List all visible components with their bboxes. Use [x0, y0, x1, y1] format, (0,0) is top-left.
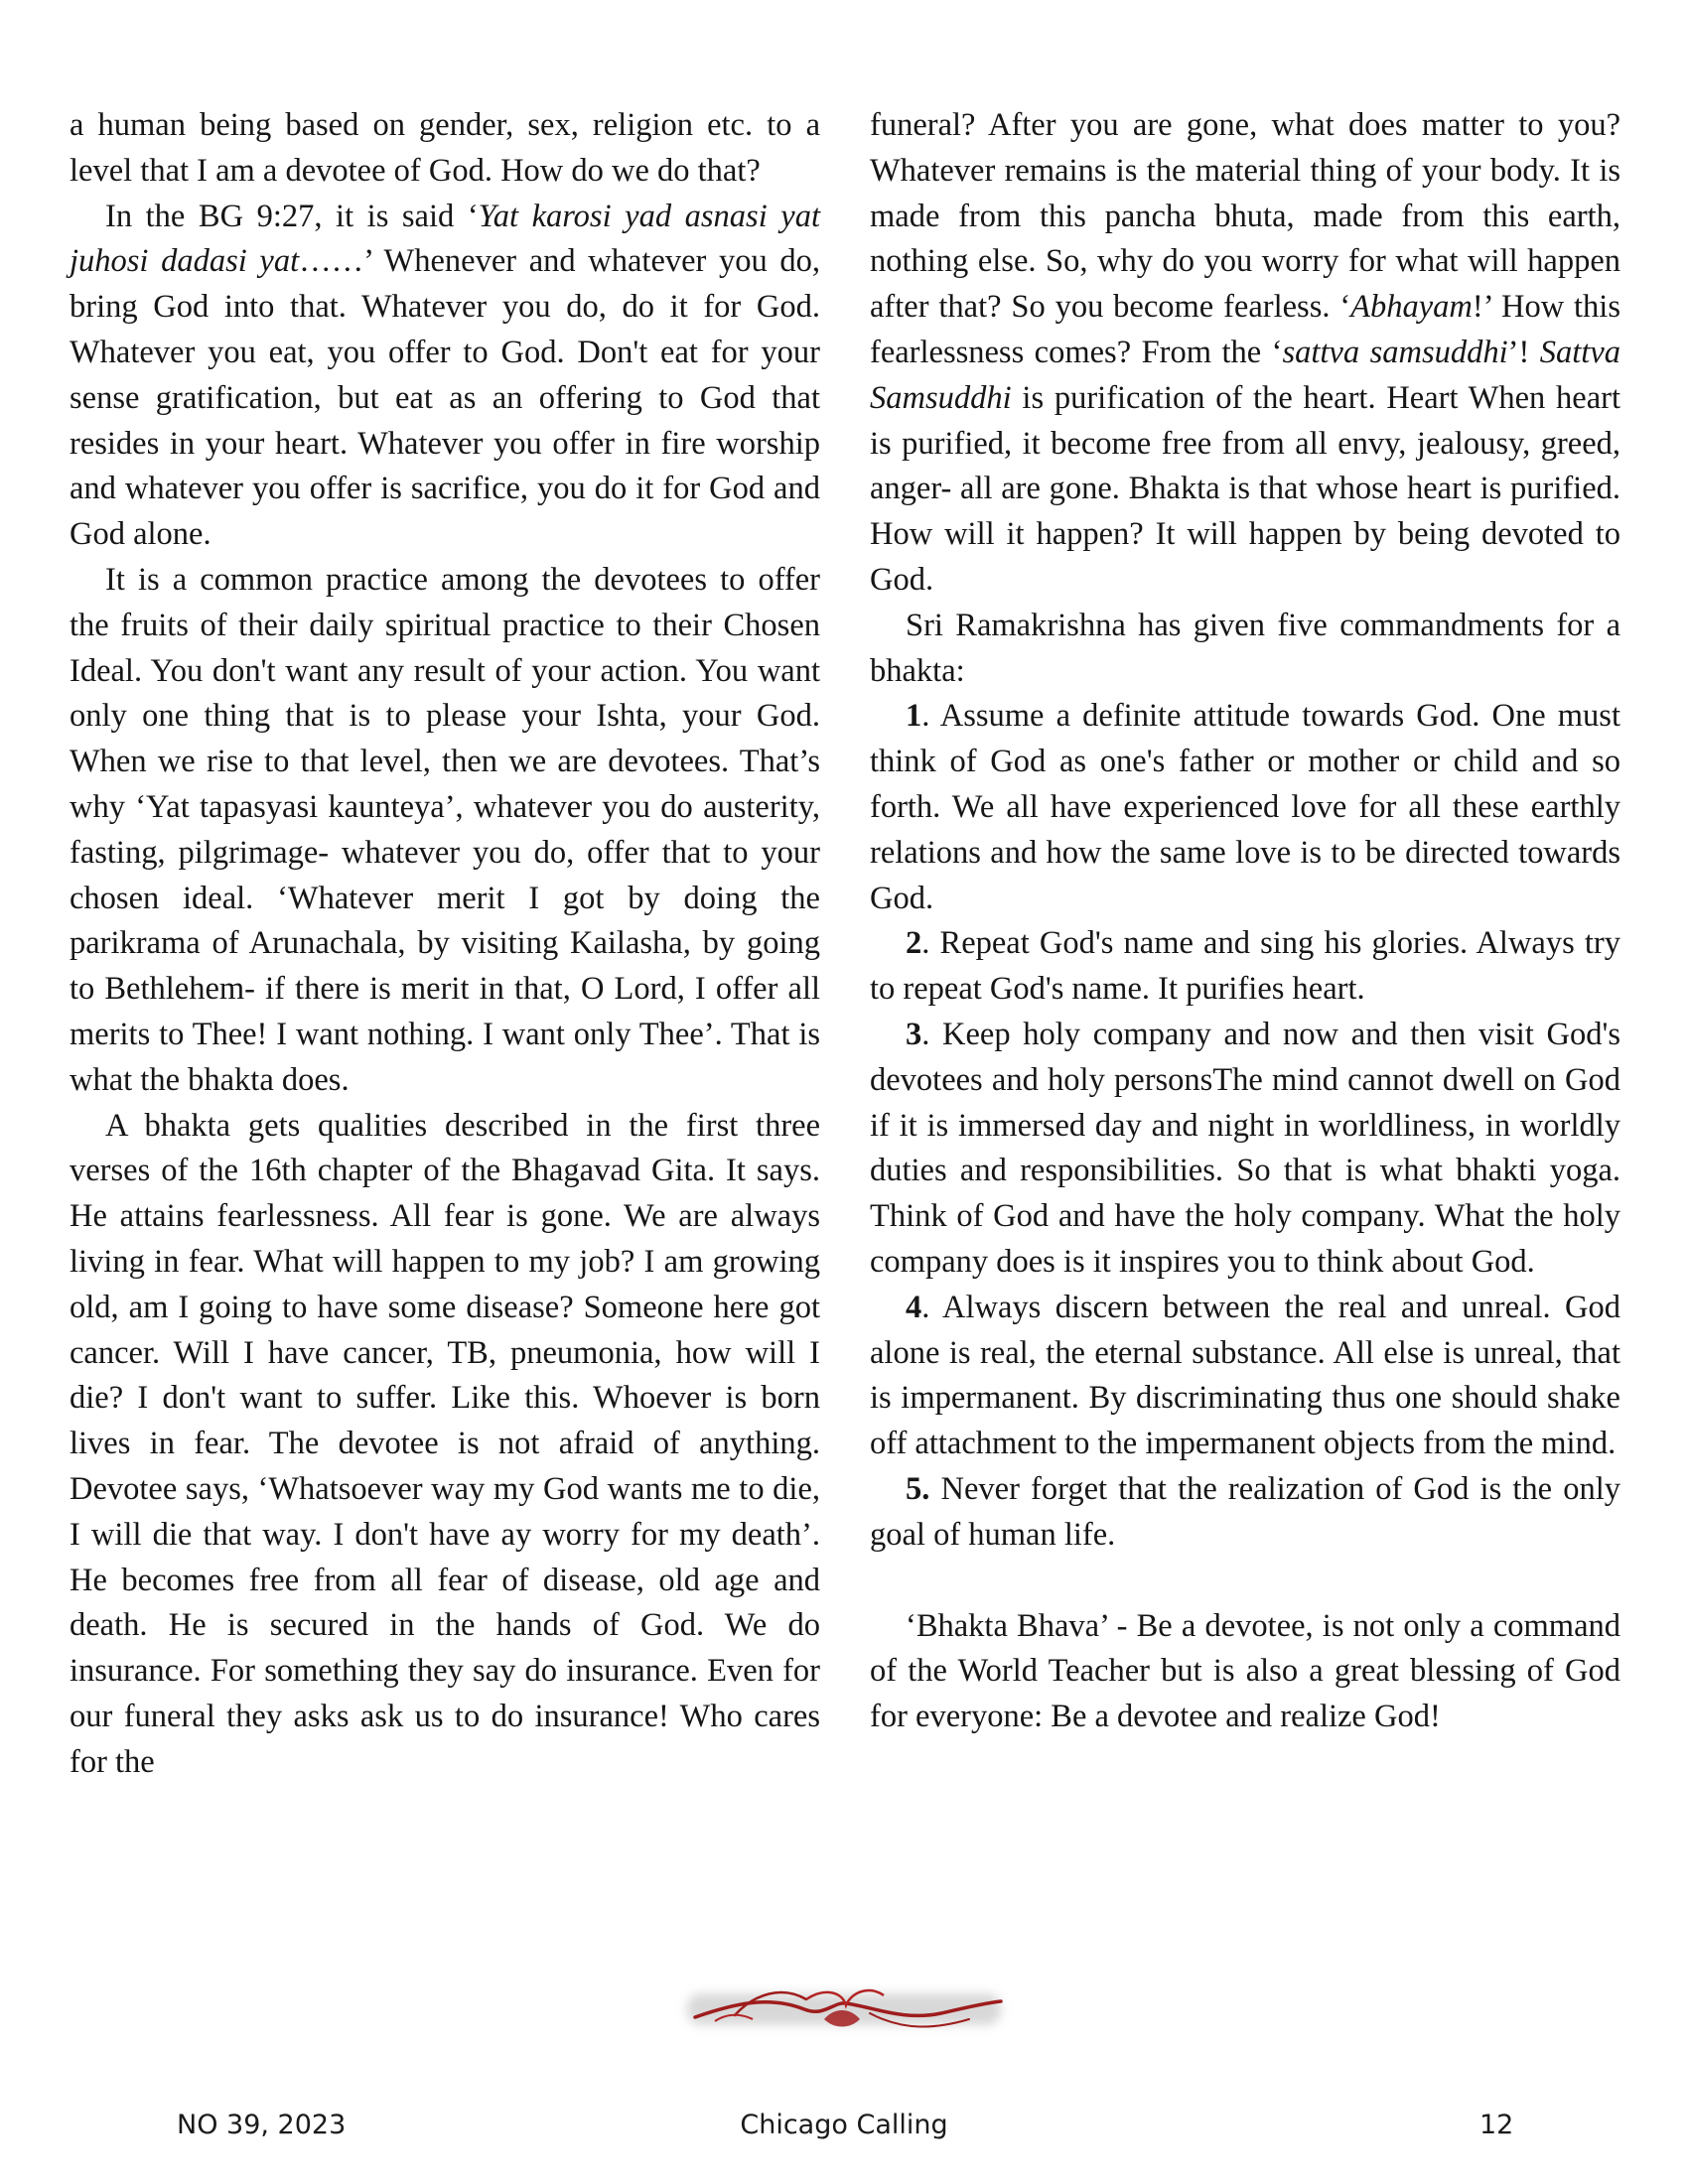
paragraph: Sri Ramakrishna has given five commandments for a bhakta: [870, 607, 1620, 689]
paragraph: A bhakta gets qualities described in the first three verses of the 16th chapter of the Bhagavad Gita. It says. He attains fearlessness. All fear is gone. We are always living in fear. What will happen to my job? I am growing old, am I going to have some disease? Someone here got cancer. Will I have cancer, TB, pneumonia, how will I die? I don't want to suffer. Like this. Whoever is born lives in fear. The devotee is not afraid of anything. Devotee says, ‘Whatsoever way my God wants me to die, I will die that way. I don't have ay worry for my death’. He becomes free from all fear of disease, old age and death. He is secured in the hands of God. We do insurance. For something they say do insurance. Even for our funeral they asks ask us to do insurance! Who cares for the [70, 1107, 820, 1780]
paragraph: In the BG 9:27, it is said ‘Yat karosi yad asnasi yat juhosi dadasi yat……’ Whenever and whatever you do, bring God into that. Whatever you do, do it for God. Whatever you eat, you offer to God. Don't eat for your sense gratification, but eat as an offering to God that resides in your heart. Whatever you offer in fire worship and whatever you offer is sacrifice, you do it for God and God alone. [70, 198, 821, 553]
paragraph: a human being based on gender, sex, religion etc. to a level that I am a devotee of God. How do we do that? [70, 107, 820, 189]
commandment-4: 4. Always discern between the real and unreal. God alone is real, the eternal substance. All else is unreal, that is impermanent. By discriminating thus one should shake off attachment to the impermanent objects from the mind. [870, 1289, 1620, 1462]
commandment-1: 1. Assume a definite attitude towards God. One must think of God as one's father or mother or child and so forth. We all have experienced love for all these earthly relations and how the same love is to be directed towards God. [870, 698, 1620, 916]
issue-number: NO 39, 2023 [177, 2110, 347, 2140]
left-column [70, 103, 820, 1785]
sanskrit-quote: Yat karosi yad asnasi yat juhosi dadasi yat [70, 198, 820, 280]
paragraph: It is a common practice among the devotees to offer the fruits of their daily spiritual practice to their Chosen Ideal. You don't want any result of your action. You want only one thing that is to please your Ishta, your God. When we rise to that level, then we are devotees. That’s why ‘Yat tapasyasi kaunteya’, whatever you do austerity, fasting, pilgrimage- whatever you do, offer that to your chosen ideal. ‘Whatever merit I got by doing the parikrama of Arunachala, by visiting Kailasha, by going to Bethlehem- if there is merit in that, O Lord, I offer all merits to Thee! I want nothing. I want only Thee’. That is what the bhakta does. [70, 561, 820, 1098]
commandment-5: 5. Never forget that the realization of God is the only goal of human life. [870, 1470, 1620, 1553]
paragraph: funeral? After you are gone, what does matter to you? Whatever remains is the material thing of your body. It is made from this pancha bhuta, made from this earth, nothing else. So, why do you worry for what will happen after that? So you become fearless. ‘Abhayam!’ How this fearlessness comes? From the ‘sattva samsuddhi’! Sattva Samsuddhi is purification of the heart. Heart When heart is purified, it become free from all envy, jealousy, greed, anger- all are gone. Bhakta is that whose heart is purified. How will it happen? It will happen by being devoted to God. [870, 107, 1621, 598]
closing-paragraph: ‘Bhakta Bhava’ - Be a devotee, is not only a command of the World Teacher but is also a great blessing of God for everyone: Be a devotee and realize God! [870, 1607, 1620, 1735]
commandment-3: 3. Keep holy company and now and then visit God's devotees and holy personsThe mind cannot dwell on God if it is immersed day and night in worldliness, in worldly duties and responsibilities. So that is what bhakti yoga. Think of God and have the holy company. What the holy company does is it inspires you to think about God. [870, 1016, 1620, 1280]
publication-title: Chicago Calling [740, 2110, 948, 2140]
right-column [870, 103, 1620, 1740]
floral-divider-ornament-icon [675, 1974, 1013, 2043]
commandment-2: 2. Repeat God's name and sing his glories. Always try to repeat God's name. It purifies heart. [870, 925, 1620, 1008]
page-number: 12 [1479, 2110, 1514, 2140]
